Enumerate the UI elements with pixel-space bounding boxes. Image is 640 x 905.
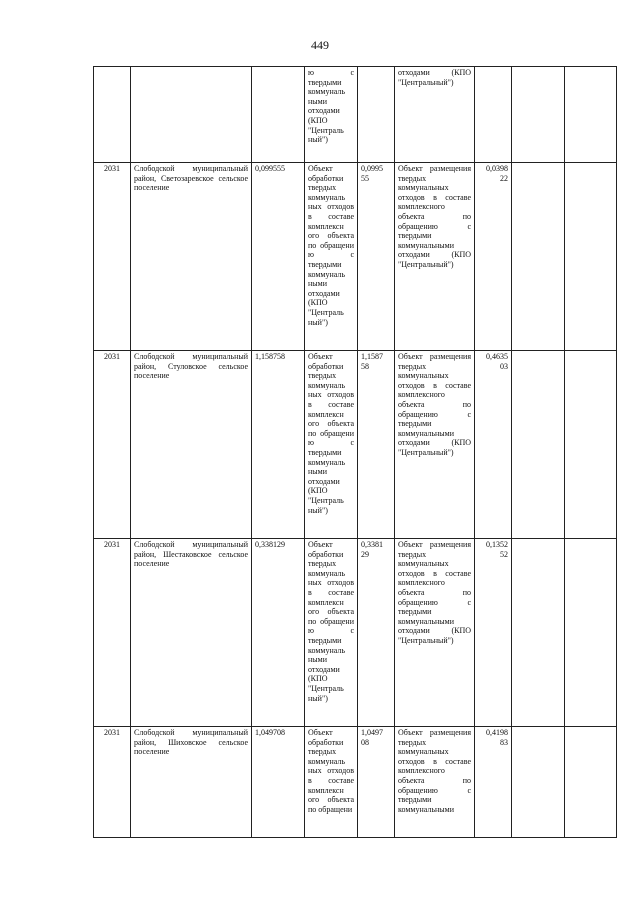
treatment-object-cell: ю с твердыми коммуналь ными отходами (КПО "Централь ный") — [305, 67, 358, 163]
territory-cell: Слободской муниципальный район, Стуловское сельское поселение — [131, 351, 252, 539]
treatment-object-cell: Объект обработки твердых коммуналь ных отходов в составе комплексн ого объекта по обращени ю с твердыми коммуналь ными отходами (КПО "Централь ный") — [305, 351, 358, 539]
treatment-object-cell: Объект обработки твердых коммуналь ных отходов в составе комплексн ого объекта по обращени ю с твердыми коммуналь ными отходами (КПО "Централь ный") — [305, 539, 358, 727]
territory-cell: Слободской муниципальный район, Шестаковское сельское поселение — [131, 539, 252, 727]
disposal-object-cell: Объект размещения твердых коммунальных отходов в составе комплексного объекта по обращению с твердыми коммунальными отходами (КПО "Центральный") — [395, 163, 475, 351]
mass-cell: 0,4198 83 — [475, 727, 512, 838]
mass-cell — [475, 67, 512, 163]
mass-cell: 0,0398 22 — [475, 163, 512, 351]
empty-cell — [512, 727, 565, 838]
table-row — [94, 539, 617, 727]
year-cell: 2031 — [94, 163, 131, 351]
empty-cell — [565, 539, 617, 727]
year-cell — [94, 67, 131, 163]
empty-cell — [512, 539, 565, 727]
disposal-object-cell: Объект размещения твердых коммунальных отходов в составе комплексного объекта по обращению с твердыми коммунальными отходами (КПО "Центральный") — [395, 539, 475, 727]
year-cell: 2031 — [94, 539, 131, 727]
mass-cell — [252, 67, 305, 163]
mass-cell — [358, 67, 395, 163]
mass-cell: 0,099555 — [252, 163, 305, 351]
mass-cell: 0,338129 — [252, 539, 305, 727]
empty-cell — [565, 351, 617, 539]
mass-cell: 0,3381 29 — [358, 539, 395, 727]
empty-cell — [565, 67, 617, 163]
mass-cell: 1,049708 — [252, 727, 305, 838]
treatment-object-cell: Объект обработки твердых коммуналь ных отходов в составе комплексн ого объекта по обращени ю с твердыми коммуналь ными отходами (КПО "Централь ный") — [305, 163, 358, 351]
empty-cell — [512, 163, 565, 351]
mass-cell: 0,1352 52 — [475, 539, 512, 727]
disposal-object-cell: отходами (КПО "Центральный") — [395, 67, 475, 163]
mass-cell: 0,0995 55 — [358, 163, 395, 351]
empty-cell — [512, 67, 565, 163]
territory-cell: Слободской муниципальный район, Шиховское сельское поселение — [131, 727, 252, 838]
mass-cell: 1,158758 — [252, 351, 305, 539]
disposal-object-cell: Объект размещения твердых коммунальных отходов в составе комплексного объекта по обращению с твердыми коммунальными — [395, 727, 475, 838]
table-row — [94, 727, 617, 838]
mass-cell: 1,1587 58 — [358, 351, 395, 539]
table-row — [94, 163, 617, 351]
disposal-object-cell: Объект размещения твердых коммунальных отходов в составе комплексного объекта по обращению с твердыми коммунальными отходами (КПО "Центральный") — [395, 351, 475, 539]
page-number: 449 — [311, 38, 329, 52]
table-row — [94, 67, 617, 163]
mass-cell: 0,4635 03 — [475, 351, 512, 539]
year-cell: 2031 — [94, 351, 131, 539]
empty-cell — [512, 351, 565, 539]
table-row — [94, 351, 617, 539]
waste-flow-table — [93, 66, 617, 838]
mass-cell: 1,0497 08 — [358, 727, 395, 838]
territory-cell: Слободской муниципальный район, Светозаревское сельское поселение — [131, 163, 252, 351]
treatment-object-cell: Объект обработки твердых коммуналь ных отходов в составе комплексн ого объекта по обращени — [305, 727, 358, 838]
empty-cell — [565, 163, 617, 351]
territory-cell — [131, 67, 252, 163]
year-cell: 2031 — [94, 727, 131, 838]
empty-cell — [565, 727, 617, 838]
